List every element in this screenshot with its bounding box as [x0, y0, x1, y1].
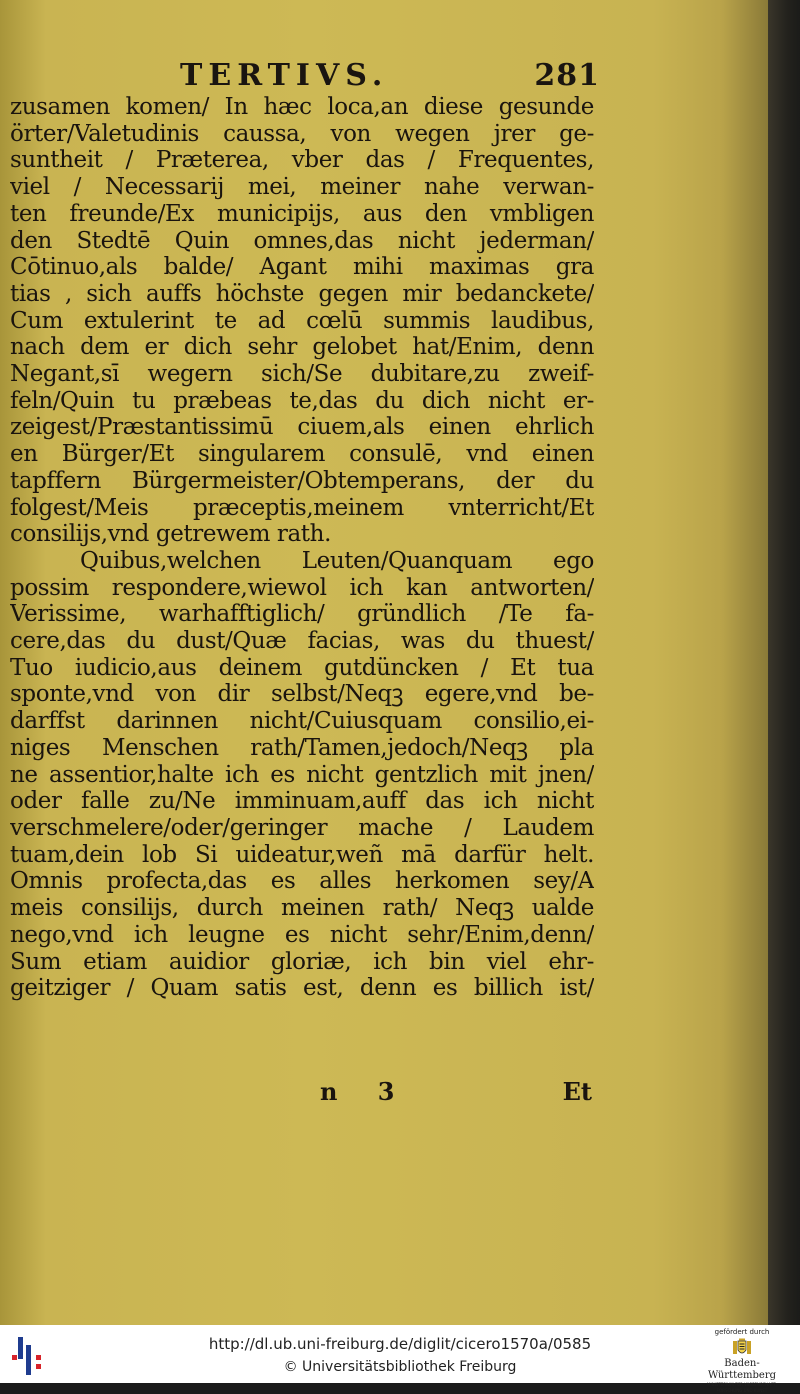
coat-of-arms-icon	[731, 1338, 753, 1358]
text-line: Sum etiam auidior gloriæ, ich bin viel ehr-	[10, 948, 594, 975]
text-line: nach dem er dich sehr gelobet hat/Enim, denn	[10, 334, 594, 361]
text-line: en Bürger/Et singularem consulē, vnd einen	[10, 441, 594, 468]
text-line: Tuo iudicio,aus deinem gutdüncken / Et tua	[10, 654, 594, 681]
text-line: cere,das du dust/Quæ facias, was du thuest/	[10, 628, 594, 655]
text-line: feln/Quin tu præbeas te,das du dich nicht er-	[10, 387, 594, 414]
text-line: Cum extulerint te ad cœlū summis laudibus,	[10, 307, 594, 334]
signature-mark: n 3	[320, 1077, 411, 1106]
text-line: consilijs,vnd getrewem rath.	[10, 521, 331, 548]
text-line: oder falle zu/Ne imminuam,auff das ich nicht	[10, 788, 594, 815]
text-line: verschmelere/oder/geringer mache / Laudem	[10, 814, 594, 841]
text-line: Verissime, warhafftiglich/ gründlich /Te fa-	[10, 601, 594, 628]
text-line: Cōtinuo,als balde/ Agant mihi maximas gra	[10, 254, 594, 281]
text-line: zeigest/Præstantissimū ciuem,als einen ehrlich	[10, 414, 594, 441]
text-line: tapffern Bürgermeister/Obtemperans, der du	[10, 467, 594, 494]
page-number: 281	[534, 58, 600, 93]
text-line: den Stedtē Quin omnes,das nicht jederman/	[10, 227, 594, 254]
text-line: ne assentior,halte ich es nicht gentzlich mit jnen/	[10, 761, 594, 788]
sponsor-caption: gefördert durch	[714, 1328, 770, 1336]
sponsor-name: Baden-Württemberg	[707, 1358, 777, 1381]
text-line: tias , sich auffs höchste gegen mir bedanckete/	[10, 280, 594, 307]
text-line: örter/Valetudinis caussa, von wegen jrer ge-	[10, 120, 594, 147]
running-head-title: TERTIVS.	[180, 58, 389, 93]
text-line: tuam,dein lob Si uideatur,weñ mā darfür helt.	[10, 841, 594, 868]
page-footer-marks	[300, 1077, 592, 1107]
text-line: zusamen komen/ In hæc loca,an diese gesunde	[10, 94, 594, 120]
permalink-url[interactable]: http://dl.ub.uni-freiburg.de/diglit/cicero1570a/0585	[208, 1335, 592, 1353]
text-line: suntheit / Præterea, vber das / Frequentes,	[10, 147, 594, 174]
text-line: meis consilijs, durch meinen rath/ Neqꝫ ualde	[10, 895, 594, 922]
sponsor-ministry: MINISTERIUM FÜR WISSENSCHAFT, FORSCHUNG UND KUNST	[707, 1382, 777, 1393]
catchword: Et	[562, 1077, 592, 1106]
text-line: geitziger / Quam satis est, denn es billich ist/	[10, 975, 594, 1002]
sponsor-logo	[694, 1328, 790, 1393]
text-line: Omnis profecta,das es alles herkomen sey/A	[10, 868, 594, 895]
text-line: niges Menschen rath/Tamen,jedoch/Neqꝫ pla	[10, 734, 594, 761]
text-line: darffst darinnen nicht/Cuiusquam consilio,ei-	[10, 708, 594, 735]
text-line: possim respondere,wiewol ich kan antworten/	[10, 574, 594, 601]
text-line: sponte,vnd von dir selbst/Neqꝫ egere,vnd be-	[10, 681, 594, 708]
page-text	[10, 94, 594, 1002]
copyright-notice: © Universitätsbibliothek Freiburg	[283, 1359, 517, 1375]
text-line: folgest/Meis præceptis,meinem vnterricht/Et	[10, 494, 594, 521]
viewer-footer	[0, 1325, 800, 1393]
page-edge-shadow	[768, 0, 800, 1325]
running-head	[180, 58, 600, 98]
text-line: viel / Necessarij mei, meiner nahe verwan-	[10, 174, 594, 201]
text-line: ten freunde/Ex municipijs, aus den vmbligen	[10, 200, 594, 227]
text-line: Negant,sī wegern sich/Se dubitare,zu zweif-	[10, 361, 594, 388]
text-line: nego,vnd ich leugne es nicht sehr/Enim,denn/	[10, 921, 594, 948]
text-line: Quibus,welchen Leuten/Quanquam ego	[80, 547, 594, 574]
